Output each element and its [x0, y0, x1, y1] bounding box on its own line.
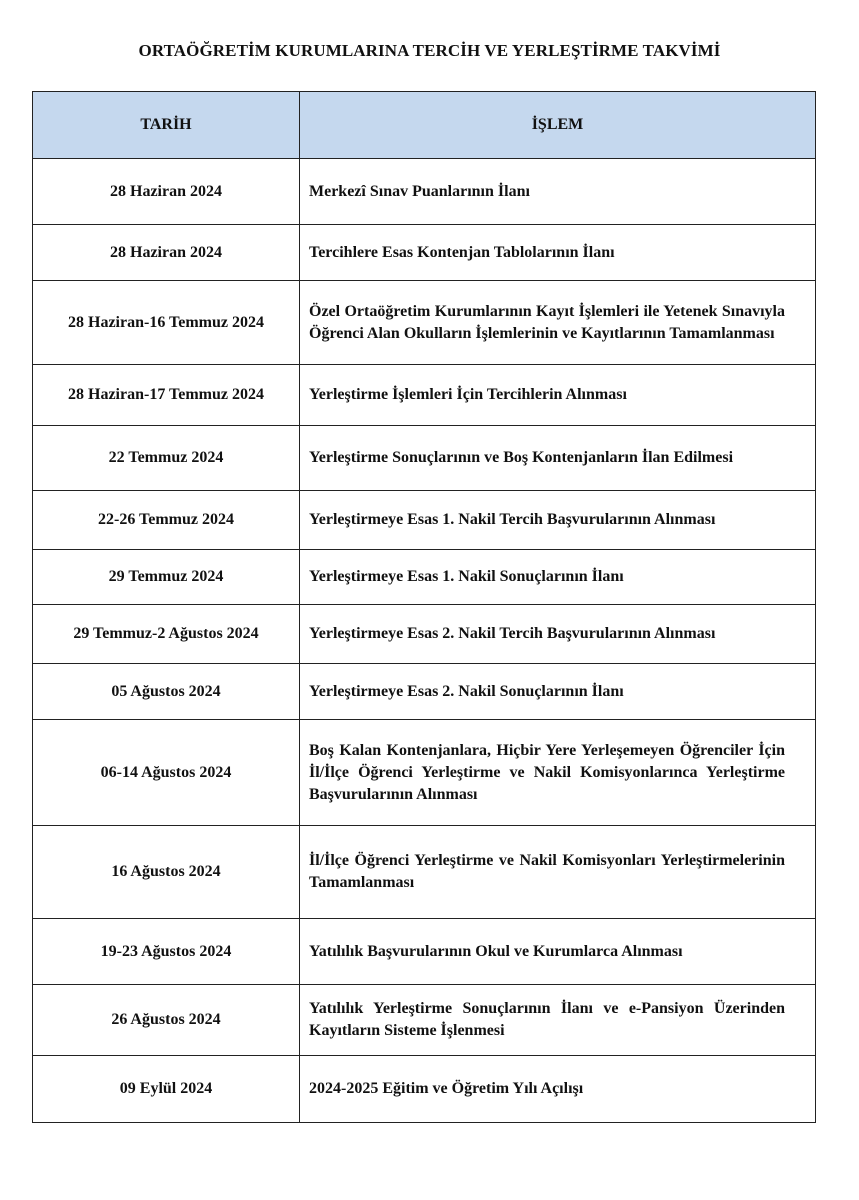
- operation-cell: Boş Kalan Kontenjanlara, Hiçbir Yere Yerleşemeyen Öğrenciler İçin İl/İlçe Öğrenci Yerleştirme ve Nakil Komisyonlarınca Yerleştirme Başvurularının Alınması: [300, 720, 816, 826]
- operation-cell: Yatılılık Yerleştirme Sonuçlarının İlanı ve e-Pansiyon Üzerinden Kayıtların Sisteme İşlenmesi: [300, 985, 816, 1056]
- table-row: [33, 720, 816, 826]
- date-cell: 09 Eylül 2024: [33, 1056, 300, 1123]
- operation-cell: Yatılılık Başvurularının Okul ve Kurumlarca Alınması: [300, 919, 816, 985]
- date-cell: 22 Temmuz 2024: [33, 426, 300, 491]
- date-cell: 28 Haziran 2024: [33, 225, 300, 281]
- table-row: [33, 225, 816, 281]
- operation-cell: Yerleştirme İşlemleri İçin Tercihlerin Alınması: [300, 365, 816, 426]
- date-cell: 26 Ağustos 2024: [33, 985, 300, 1056]
- table-row: [33, 365, 816, 426]
- table-row: [33, 491, 816, 550]
- operation-cell: Merkezî Sınav Puanlarının İlanı: [300, 159, 816, 225]
- table-row: [33, 664, 816, 720]
- operation-cell: Yerleştirmeye Esas 2. Nakil Sonuçlarının İlanı: [300, 664, 816, 720]
- date-cell: 16 Ağustos 2024: [33, 826, 300, 919]
- operation-column-header: İŞLEM: [300, 92, 816, 159]
- date-cell: 28 Haziran-17 Temmuz 2024: [33, 365, 300, 426]
- date-cell: 28 Haziran-16 Temmuz 2024: [33, 281, 300, 365]
- operation-cell: Tercihlere Esas Kontenjan Tablolarının İlanı: [300, 225, 816, 281]
- table-row: [33, 550, 816, 605]
- date-cell: 05 Ağustos 2024: [33, 664, 300, 720]
- page-title: ORTAÖĞRETİM KURUMLARINA TERCİH VE YERLEŞTİRME TAKVİMİ: [138, 41, 721, 60]
- date-cell: 29 Temmuz-2 Ağustos 2024: [33, 605, 300, 664]
- table-row: [33, 605, 816, 664]
- table-header-row: [33, 92, 816, 159]
- operation-cell: Yerleştirmeye Esas 1. Nakil Sonuçlarının İlanı: [300, 550, 816, 605]
- date-cell: 22-26 Temmuz 2024: [33, 491, 300, 550]
- date-column-header: TARİH: [33, 92, 300, 159]
- operation-cell: Yerleştirmeye Esas 2. Nakil Tercih Başvurularının Alınması: [300, 605, 816, 664]
- operation-cell: Özel Ortaöğretim Kurumlarının Kayıt İşlemleri ile Yetenek Sınavıyla Öğrenci Alan Okulların İşlemlerinin ve Kayıtlarının Tamamlanması: [300, 281, 816, 365]
- table-row: [33, 826, 816, 919]
- operation-cell: Yerleştirmeye Esas 1. Nakil Tercih Başvurularının Alınması: [300, 491, 816, 550]
- table-row: [33, 426, 816, 491]
- date-cell: 06-14 Ağustos 2024: [33, 720, 300, 826]
- date-cell: 19-23 Ağustos 2024: [33, 919, 300, 985]
- table-row: [33, 919, 816, 985]
- date-cell: 29 Temmuz 2024: [33, 550, 300, 605]
- schedule-table: [32, 91, 816, 1123]
- table-row: [33, 281, 816, 365]
- table-row: [33, 159, 816, 225]
- table-row: [33, 1056, 816, 1123]
- table-row: [33, 985, 816, 1056]
- date-cell: 28 Haziran 2024: [33, 159, 300, 225]
- operation-cell: Yerleştirme Sonuçlarının ve Boş Kontenjanların İlan Edilmesi: [300, 426, 816, 491]
- operation-cell: İl/İlçe Öğrenci Yerleştirme ve Nakil Komisyonları Yerleştirmelerinin Tamamlanması: [300, 826, 816, 919]
- operation-cell: 2024-2025 Eğitim ve Öğretim Yılı Açılışı: [300, 1056, 816, 1123]
